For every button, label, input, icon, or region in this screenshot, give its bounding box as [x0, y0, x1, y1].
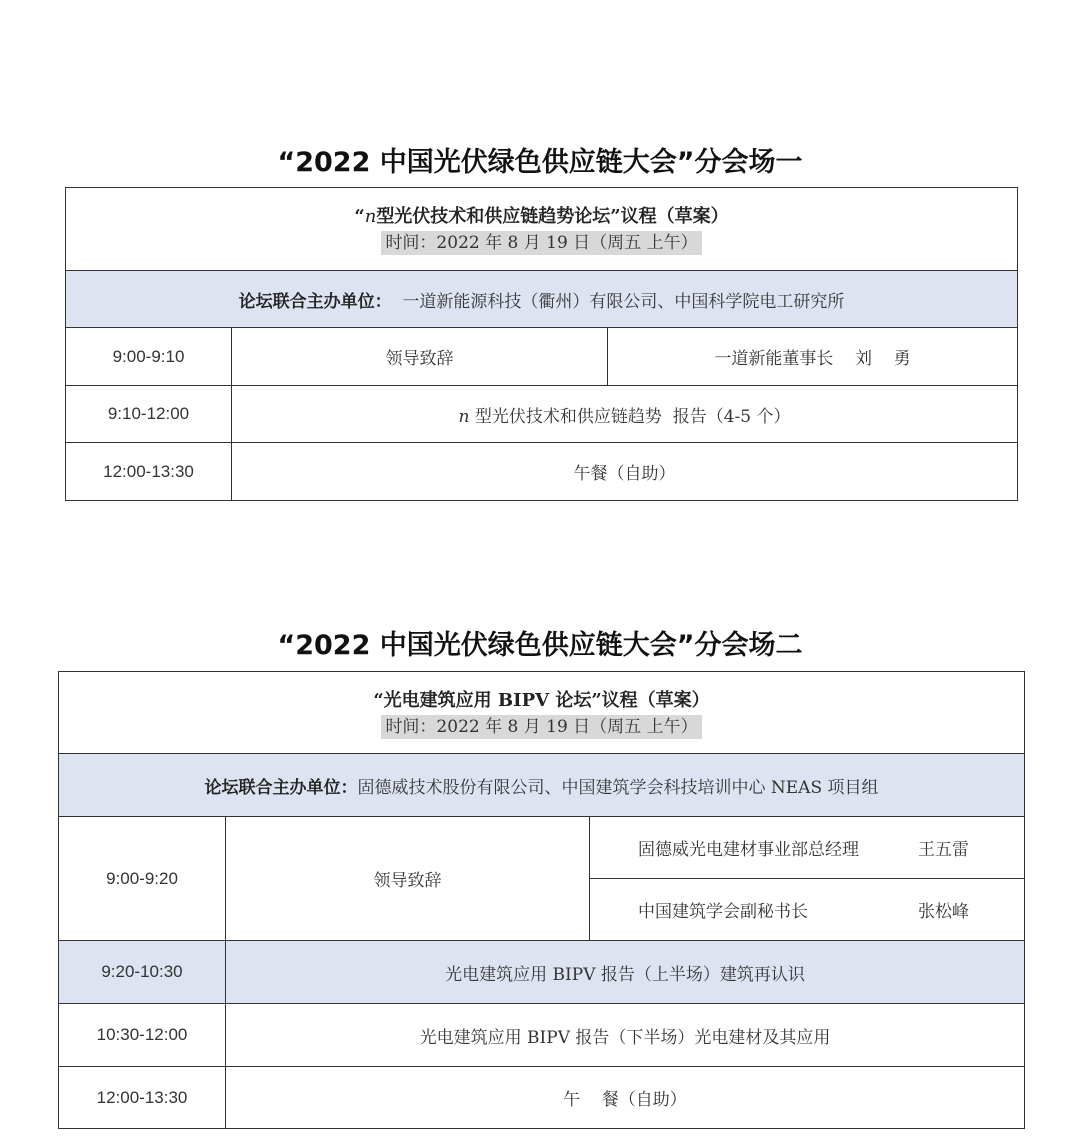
session2-forum-header-row	[59, 672, 1025, 754]
session1-organizer-row	[66, 271, 1018, 328]
session1-main-title: “2022 中国光伏绿色供应链大会”分会场一	[277, 147, 803, 178]
session1-organizer-value: 一道新能源科技（衢州）有限公司、中国科学院电工研究所	[391, 291, 845, 312]
session1-row2-item: n 型光伏技术和供应链趋势 报告（4-5 个）	[232, 386, 1018, 443]
session2-main-title: “2022 中国光伏绿色供应链大会”分会场二	[277, 630, 803, 661]
session2-organizer-label: 论坛联合主办单位：	[204, 777, 358, 798]
table-row	[59, 941, 1025, 1004]
session1-row2-time: 9:10-12:00	[66, 386, 232, 443]
session2-row4-time: 12:00-13:30	[59, 1067, 226, 1129]
table-row	[66, 328, 1018, 386]
session2-speaker-1: 固德威光电建材事业部总经理 王五雷	[590, 817, 1025, 879]
session2-time-label: 时间：2022 年 8 月 19 日（周五 上午）	[381, 715, 701, 739]
session1-row1-item: 领导致辞	[232, 328, 608, 386]
session2-organizer-value: 固德威技术股份有限公司、中国建筑学会科技培训中心 NEAS 项目组	[357, 777, 879, 798]
session2-forum-title: “光电建筑应用 BIPV 论坛”议程（草案）	[373, 689, 710, 711]
session2-row4-item: 午 餐（自助）	[226, 1067, 1025, 1129]
session1-row3-item: 午餐（自助）	[232, 443, 1018, 501]
session1-row1-time: 9:00-9:10	[66, 328, 232, 386]
table-row	[59, 1004, 1025, 1067]
table-row	[66, 386, 1018, 443]
session2-row2-item: 光电建筑应用 BIPV 报告（上半场）建筑再认识	[226, 941, 1025, 1004]
table-row	[66, 443, 1018, 501]
session1-forum-title: “n型光伏技术和供应链趋势论坛”议程（草案）	[354, 206, 729, 227]
session2-row3-time: 10:30-12:00	[59, 1004, 226, 1067]
session1-agenda-table	[65, 187, 1018, 501]
table-row	[59, 1067, 1025, 1129]
table-row	[59, 817, 1025, 879]
session1-time-label: 时间：2022 年 8 月 19 日（周五 上午）	[381, 231, 701, 255]
session2-row2-time: 9:20-10:30	[59, 941, 226, 1004]
session1-row3-time: 12:00-13:30	[66, 443, 232, 501]
session2-row3-item: 光电建筑应用 BIPV 报告（下半场）光电建材及其应用	[226, 1004, 1025, 1067]
session2-agenda-table	[58, 671, 1025, 1129]
session1-forum-header-row	[66, 188, 1018, 271]
session2-row1-time: 9:00-9:20	[59, 817, 226, 941]
session2-organizer-row	[59, 754, 1025, 817]
session1-organizer-label: 论坛联合主办单位：	[238, 291, 392, 312]
session2-row1-item: 领导致辞	[226, 817, 590, 941]
session1-row1-speaker: 一道新能董事长 刘 勇	[608, 328, 1018, 386]
session2-speaker-2: 中国建筑学会副秘书长 张松峰	[590, 879, 1025, 941]
